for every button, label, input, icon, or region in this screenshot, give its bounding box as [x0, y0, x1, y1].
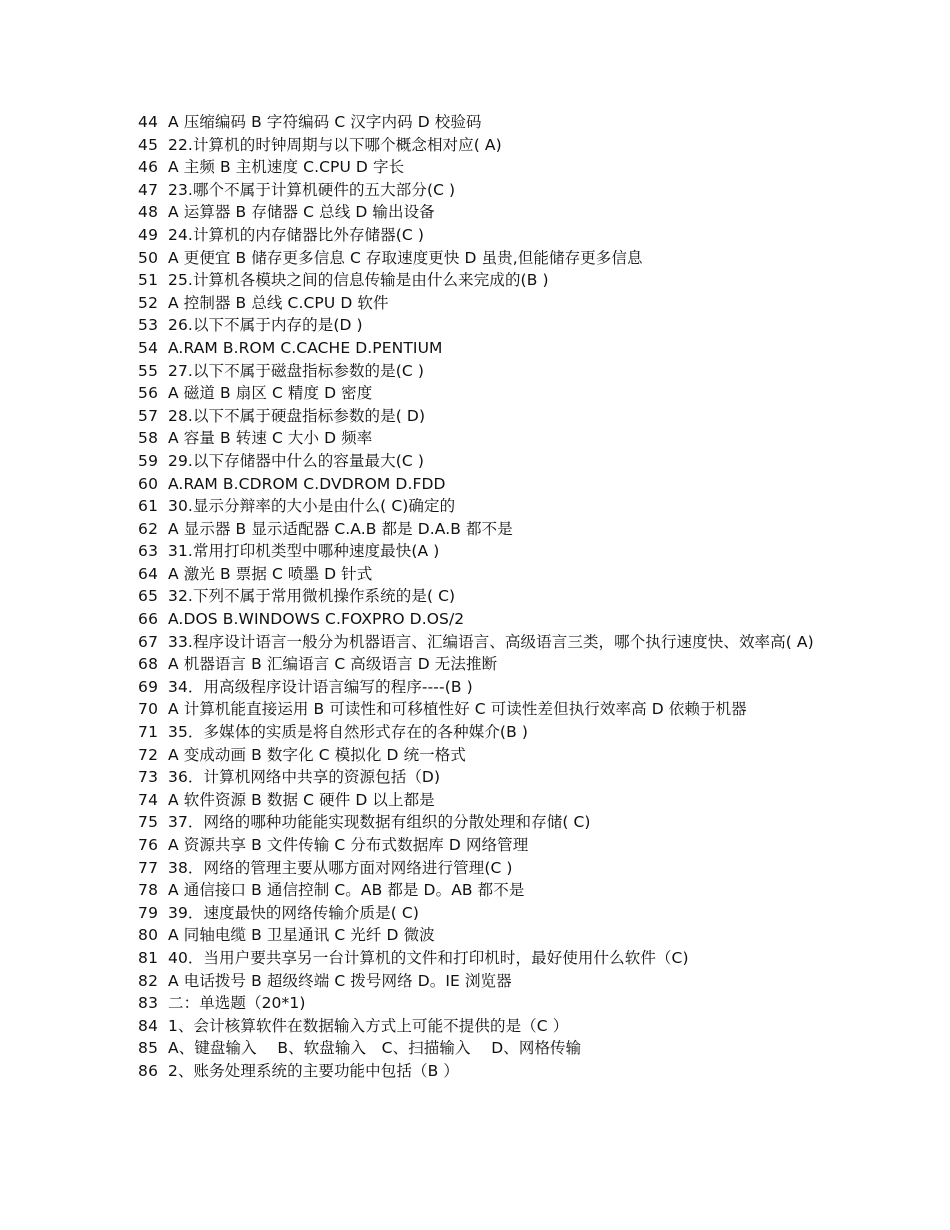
line-text: A 显示器 B 显示适配器 C.A.B 都是 D.A.B 都不是 [168, 519, 513, 538]
line-text: A.RAM B.ROM C.CACHE D.PENTIUM [168, 338, 443, 357]
line-text: A 运算器 B 存储器 C 总线 D 输出设备 [168, 203, 435, 222]
document-line [138, 653, 838, 676]
line-number: 75 [138, 813, 159, 832]
line-number: 51 [138, 271, 159, 290]
line-text: 25.计算机各模块之间的信息传输是由什么来完成的(B ) [168, 271, 549, 290]
line-text: 31.常用打印机类型中哪种速度最快(A ) [168, 542, 440, 561]
line-text: A 主频 B 主机速度 C.CPU D 字长 [168, 158, 405, 177]
document-body [138, 111, 838, 1083]
line-text: A 同轴电缆 B 卫星通讯 C 光纤 D 微波 [168, 926, 435, 945]
line-number: 76 [138, 836, 159, 854]
line-text: 34．用高级程序设计语言编写的程序----(B ) [168, 677, 473, 696]
line-number: 56 [138, 384, 159, 403]
document-line [138, 902, 838, 925]
document-line [138, 473, 838, 496]
document-line [138, 1060, 838, 1083]
line-number: 68 [138, 655, 159, 674]
document-line [138, 992, 838, 1015]
document-line [138, 721, 838, 744]
document-line [138, 518, 838, 541]
line-number: 50 [138, 248, 159, 267]
line-number: 49 [138, 225, 159, 244]
line-text: 32.下列不属于常用微机操作系统的是( C) [168, 587, 456, 606]
line-text: A 容量 B 转速 C 大小 D 频率 [168, 429, 373, 448]
line-text: A 更便宜 B 储存更多信息 C 存取速度更快 D 虽贵,但能储存更多信息 [168, 248, 643, 267]
line-number: 64 [138, 564, 159, 583]
document-line [138, 450, 838, 473]
line-text: A.DOS B.WINDOWS C.FOXPRO D.OS/2 [168, 610, 465, 629]
line-number: 53 [138, 316, 159, 335]
line-text: 22.计算机的时钟周期与以下哪个概念相对应( A) [168, 135, 502, 154]
document-line [138, 540, 838, 563]
document-line [138, 156, 838, 179]
document-line [138, 1015, 838, 1038]
document-line [138, 563, 838, 586]
line-number: 79 [138, 903, 159, 922]
line-text: 30.显示分辩率的大小是由什么( C)确定的 [168, 497, 456, 516]
line-number: 57 [138, 406, 159, 425]
document-line [138, 585, 838, 608]
line-text: A 通信接口 B 通信控制 C。AB 都是 D。AB 都不是 [168, 881, 525, 900]
line-text: 38．网络的管理主要从哪方面对网络进行管理(C ) [168, 858, 513, 877]
line-number: 67 [138, 632, 159, 651]
line-number: 77 [138, 858, 159, 877]
line-text: 27.以下不属于磁盘指标参数的是(C ) [168, 361, 424, 380]
line-number: 71 [138, 723, 159, 742]
document-line [138, 360, 838, 383]
document-line [138, 811, 838, 834]
line-text: 1、会计核算软件在数据输入方式上可能不提供的是（C ） [168, 1016, 569, 1035]
document-line [138, 766, 838, 789]
line-text: 39．速度最快的网络传输介质是( C) [168, 903, 419, 922]
line-text: A 资源共享 B 文件传输 C 分布式数据库 D 网络管理 [168, 836, 529, 854]
document-line [138, 1037, 838, 1060]
document-line [138, 427, 838, 450]
document-line [138, 744, 838, 767]
document-line [138, 382, 838, 405]
line-text: A 变成动画 B 数字化 C 模拟化 D 统一格式 [168, 745, 466, 764]
line-text: A 电话拨号 B 超级终端 C 拨号网络 D。IE 浏览器 [168, 971, 512, 990]
line-number: 72 [138, 745, 159, 764]
document-line [138, 247, 838, 270]
document-line [138, 970, 838, 993]
line-text: 二：单选题（20*1) [168, 994, 306, 1013]
document-line [138, 676, 838, 699]
document-line [138, 495, 838, 518]
line-number: 85 [138, 1039, 159, 1058]
line-text: A 机器语言 B 汇编语言 C 高级语言 D 无法推断 [168, 655, 498, 674]
document-line [138, 608, 838, 631]
document-line [138, 179, 838, 202]
document-line [138, 314, 838, 337]
line-number: 80 [138, 926, 159, 945]
document-line [138, 134, 838, 157]
line-text: A 控制器 B 总线 C.CPU D 软件 [168, 293, 389, 312]
document-line [138, 405, 838, 428]
line-number: 61 [138, 497, 159, 516]
document-line [138, 201, 838, 224]
line-number: 70 [138, 700, 159, 719]
line-number: 59 [138, 451, 159, 470]
line-text: A 激光 B 票据 C 喷墨 D 针式 [168, 564, 373, 583]
line-number: 74 [138, 790, 159, 809]
line-number: 46 [138, 158, 159, 177]
line-text: A、键盘输入 B、软盘输入 C、扫描输入 D、网格传输 [168, 1039, 582, 1058]
document-line [138, 947, 838, 970]
line-text: A.RAM B.CDROM C.DVDROM D.FDD [168, 474, 446, 493]
document-line [138, 834, 838, 857]
line-text: 24.计算机的内存储器比外存储器(C ) [168, 225, 424, 244]
line-text: 33.程序设计语言一般分为机器语言、汇编语言、高级语言三类，哪个执行速度快、效率高( A) [168, 632, 814, 651]
line-text: A 计算机能直接运用 B 可读性和可移植性好 C 可读性差但执行效率高 D 依赖于机器 [168, 700, 747, 719]
line-number: 44 [138, 113, 159, 131]
line-number: 73 [138, 768, 159, 787]
line-number: 47 [138, 180, 159, 199]
line-number: 58 [138, 429, 159, 448]
line-number: 54 [138, 338, 159, 357]
line-number: 82 [138, 971, 159, 990]
line-number: 48 [138, 203, 159, 222]
line-number: 45 [138, 135, 159, 154]
line-number: 66 [138, 610, 159, 629]
line-text: 2、账务处理系统的主要功能中包括（B ） [168, 1061, 459, 1080]
document-line [138, 337, 838, 360]
document-line [138, 269, 838, 292]
document-line [138, 111, 838, 134]
line-text: 29.以下存储器中什么的容量最大(C ) [168, 451, 424, 470]
line-number: 65 [138, 587, 159, 606]
document-line [138, 924, 838, 947]
document-line [138, 631, 838, 654]
line-text: A 软件资源 B 数据 C 硬件 D 以上都是 [168, 790, 435, 809]
document-line [138, 292, 838, 315]
line-text: 28.以下不属于硬盘指标参数的是( D) [168, 406, 426, 425]
document-line [138, 879, 838, 902]
line-number: 63 [138, 542, 159, 561]
document-line [138, 789, 838, 812]
line-text: 36．计算机网络中共享的资源包括（D) [168, 768, 441, 787]
line-number: 52 [138, 293, 159, 312]
line-number: 69 [138, 677, 159, 696]
line-text: 23.哪个不属于计算机硬件的五大部分(C ) [168, 180, 456, 199]
line-text: 35．多媒体的实质是将自然形式存在的各种媒介(B ) [168, 723, 528, 742]
line-text: A 磁道 B 扇区 C 精度 D 密度 [168, 384, 373, 403]
line-number: 55 [138, 361, 159, 380]
document-line [138, 857, 838, 880]
line-number: 83 [138, 994, 159, 1013]
document-line [138, 698, 838, 721]
line-number: 84 [138, 1016, 159, 1035]
line-text: A 压缩编码 B 字符编码 C 汉字内码 D 校验码 [168, 113, 482, 131]
line-number: 78 [138, 881, 159, 900]
line-number: 62 [138, 519, 159, 538]
line-number: 86 [138, 1061, 159, 1080]
line-number: 81 [138, 948, 159, 967]
line-text: 37．网络的哪种功能能实现数据有组织的分散处理和存储( C) [168, 813, 591, 832]
document-line [138, 224, 838, 247]
line-text: 26.以下不属于内存的是(D ) [168, 316, 363, 335]
line-text: 40．当用户要共享另一台计算机的文件和打印机时，最好使用什么软件（C) [168, 948, 689, 967]
line-number: 60 [138, 474, 159, 493]
